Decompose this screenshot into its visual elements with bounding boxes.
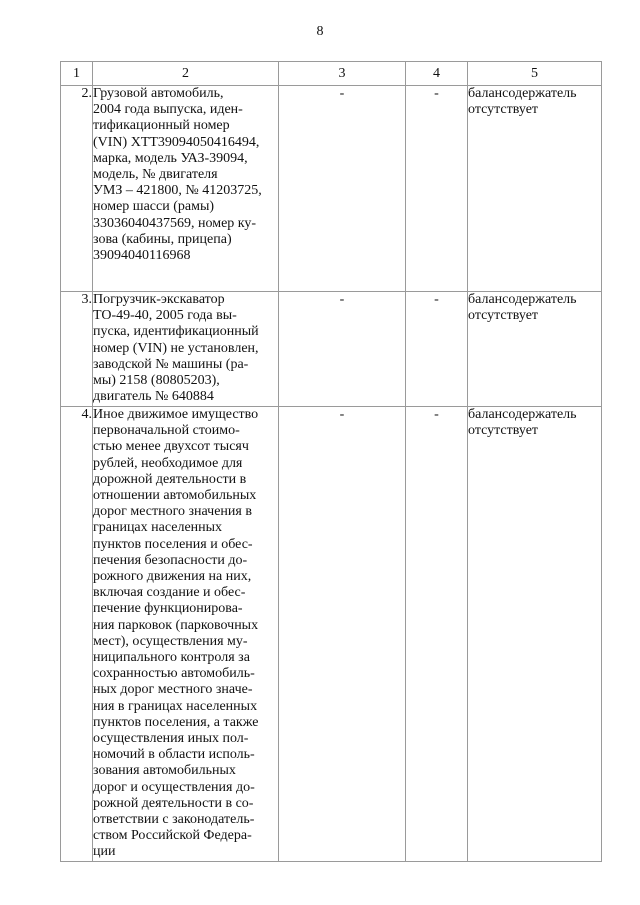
header-col-3: 3 — [279, 62, 406, 86]
description-line: модель, № двигателя — [93, 167, 218, 183]
description-line: ством Российской Федера- — [93, 828, 252, 844]
description-line: дорог и осуществления до- — [93, 779, 255, 795]
description-line: номочий в области исполь- — [93, 747, 255, 763]
description-line: границах населенных — [93, 520, 223, 536]
description-line: сохранностью автомобиль- — [93, 666, 255, 682]
holder-line: отсутствует — [468, 308, 539, 324]
property-table — [60, 61, 602, 862]
row-description — [93, 292, 279, 407]
row-col4: - — [406, 86, 468, 292]
description-line: 39094040116968 — [93, 248, 191, 264]
row-number: 2. — [61, 86, 93, 292]
description-line: ния парковок (парковочных — [93, 617, 259, 633]
row-col3: - — [279, 292, 406, 407]
row-col4: - — [406, 292, 468, 407]
description-line: Грузовой автомобиль, — [93, 86, 224, 101]
description-line: номер (VIN) не установлен, — [93, 340, 259, 356]
description-line: 2004 года выпуска, иден- — [93, 102, 243, 118]
description-line: УМЗ – 421800, № 41203725, — [93, 183, 262, 199]
header-col-4: 4 — [406, 62, 468, 86]
description-line: Иное движимое имущество — [93, 407, 259, 422]
description-line: рублей, необходимое для — [93, 455, 243, 471]
holder-line: балансодержатель — [468, 407, 577, 422]
description-line: отношении автомобильных — [93, 488, 257, 504]
header-col-2: 2 — [93, 62, 279, 86]
description-line: первоначальной стоимо- — [93, 423, 240, 439]
header-col-1: 1 — [61, 62, 93, 86]
description-line: Погрузчик-экскаватор — [93, 292, 225, 307]
description-line: ответствии с законодатель- — [93, 812, 255, 828]
holder-line: отсутствует — [468, 423, 539, 439]
description-line: дорог местного значения в — [93, 504, 252, 520]
row-col3: - — [279, 407, 406, 862]
row-col3: - — [279, 86, 406, 292]
description-line: (VIN) ХТТ39094050416494, — [93, 134, 260, 150]
row-holder — [468, 292, 602, 407]
description-line: ТО-49-40, 2005 года вы- — [93, 308, 237, 324]
description-line: печение функционирова- — [93, 601, 243, 617]
header-col-5: 5 — [468, 62, 602, 86]
page-number: 8 — [316, 24, 324, 39]
row-description — [93, 407, 279, 862]
description-line: зования автомобильных — [93, 763, 236, 779]
row-number: 4. — [61, 407, 93, 862]
description-line: ных дорог местного значе- — [93, 682, 253, 698]
table-row — [61, 86, 602, 292]
holder-line: балансодержатель — [468, 86, 577, 101]
description-line: зова (кабины, прицепа) — [93, 231, 232, 247]
description-line: ния в границах населенных — [93, 698, 258, 714]
description-line: рожного движения на них, — [93, 569, 252, 585]
description-line: пуска, идентификационный — [93, 324, 259, 340]
description-line: ниципального контроля за — [93, 650, 250, 666]
description-line: марка, модель УАЗ-39094, — [93, 150, 248, 166]
row-holder — [468, 407, 602, 862]
description-line: рожной деятельности в со- — [93, 795, 254, 811]
description-line: тификационный номер — [93, 118, 230, 134]
row-description — [93, 86, 279, 292]
description-line: стью менее двухсот тысяч — [93, 439, 249, 455]
description-line: номер шасси (рамы) — [93, 199, 215, 215]
description-line: печения безопасности до- — [93, 552, 248, 568]
description-line: двигатель № 640884 — [93, 389, 214, 405]
table-header-row — [61, 62, 602, 86]
holder-line: балансодержатель — [468, 292, 577, 307]
row-col4: - — [406, 407, 468, 862]
description-line: пунктов поселения и обес- — [93, 536, 253, 552]
description-line: мы) 2158 (80805203), — [93, 373, 220, 389]
description-line: осуществления иных пол- — [93, 731, 249, 747]
row-number: 3. — [61, 292, 93, 407]
description-line: дорожной деятельности в — [93, 471, 247, 487]
table-row — [61, 407, 602, 862]
description-line: включая создание и обес- — [93, 585, 246, 601]
description-line: 33036040437569, номер ку- — [93, 215, 257, 231]
description-line: пунктов поселения, а также — [93, 714, 259, 730]
holder-line: отсутствует — [468, 102, 539, 118]
row-holder — [468, 86, 602, 292]
table-row — [61, 292, 602, 407]
description-line: заводской № машины (ра- — [93, 356, 249, 372]
description-line: ции — [93, 844, 116, 860]
description-line: мест), осуществления му- — [93, 633, 248, 649]
